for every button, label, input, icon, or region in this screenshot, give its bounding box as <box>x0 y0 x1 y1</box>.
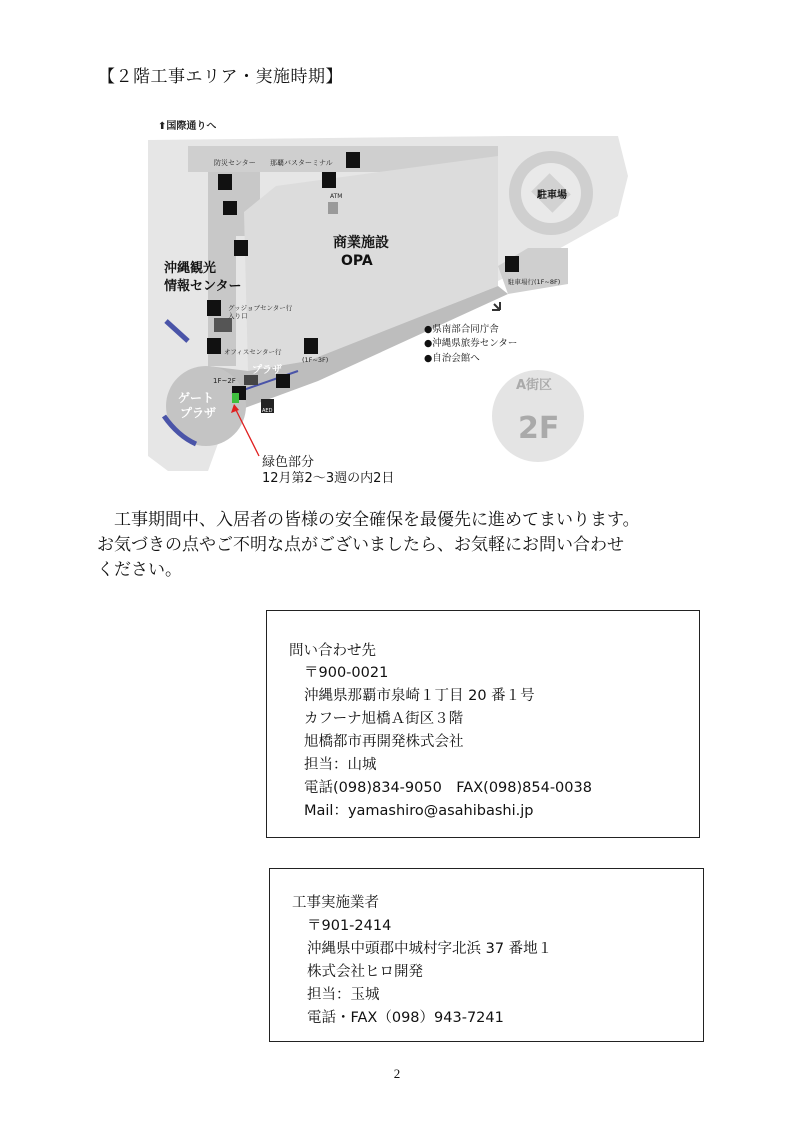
section-title: 【２階工事エリア・実施時期】 <box>98 67 343 87</box>
restroom-icon <box>234 240 248 256</box>
office-label: オフィスセンター行 <box>224 348 282 356</box>
contractor-address: 沖縄県中頭郡中城村字北浜 37 番地１ <box>307 941 553 957</box>
escalator-icon <box>276 374 290 388</box>
contractor-box <box>269 868 704 1042</box>
contractor-heading: 工事実施業者 <box>292 895 379 911</box>
dest-1: ●県南部合同庁舎 <box>424 324 499 335</box>
dest-2: ●沖縄県旅券センター <box>424 338 518 349</box>
elevator-icon <box>304 338 318 354</box>
contact-person: 担当：山城 <box>304 757 377 773</box>
contact-heading: 問い合わせ先 <box>289 643 376 659</box>
body-line: 工事期間中、入居者の皆様の安全確保を最優先に進めてまいります。 <box>114 510 640 530</box>
contractor-person: 担当：玉城 <box>307 987 380 1003</box>
parking-route-label: 駐車場行(1F~8F) <box>508 278 561 286</box>
body-line: お気づきの点やご不明な点がございましたら、お気軽にお問い合わせ <box>97 535 624 555</box>
elevator-icon <box>218 174 232 190</box>
body-line: ください。 <box>97 560 182 580</box>
contractor-postal: 〒901-2414 <box>307 918 392 934</box>
atm-label: ATM <box>330 193 343 200</box>
contact-box <box>266 610 700 838</box>
contact-company: 旭橋都市再開発株式会社 <box>304 734 464 750</box>
goodjob-label-1: グッジョブセンター行 <box>228 304 293 312</box>
page-number: 2 <box>393 1066 401 1081</box>
exit-arrow-icon <box>492 302 500 310</box>
elevator-icon <box>207 338 221 354</box>
work-area <box>232 393 239 403</box>
contact-address: 沖縄県那覇市泉崎１丁目 20 番１号 <box>304 688 535 704</box>
aed-label: AED <box>262 408 273 414</box>
body-text <box>97 508 707 583</box>
gate-label-2: プラザ <box>180 406 217 420</box>
contact-phone: 電話(098)834-9050 FAX(098)854-0038 <box>304 780 592 796</box>
parking-label: 駐車場 <box>537 190 567 201</box>
restroom-icon <box>346 152 360 168</box>
tourism-label-1: 沖縄観光 <box>164 261 217 276</box>
callout-arrow <box>234 406 259 456</box>
contact-building: カフーナ旭橋Ａ街区３階 <box>304 711 464 727</box>
contractor-company: 株式会社ヒロ開発 <box>307 964 423 980</box>
kokusai-label: ⬆国際通りへ <box>158 121 217 132</box>
callout-line-2: 12月第2～3週の内2日 <box>262 471 395 486</box>
plaza-label: プラザ <box>252 365 282 376</box>
shop-label-1: 商業施設 <box>333 235 389 251</box>
goodjob-icon <box>214 318 232 332</box>
contractor-phone: 電話・FAX（098）943-7241 <box>307 1010 504 1026</box>
goodjob-label-2: 入り口 <box>228 312 248 320</box>
contact-mail[interactable]: Mail：yamashiro@asahibashi.jp <box>304 803 534 819</box>
area-label: A街区 <box>516 378 553 393</box>
restroom-icon <box>322 172 336 188</box>
shop-label-2: OPA <box>341 253 373 269</box>
floor-label: 2F <box>518 411 560 446</box>
escalator-icon <box>223 201 237 215</box>
contact-postal: 〒900-0021 <box>304 665 389 681</box>
tourism-label-2: 情報センター <box>164 279 242 294</box>
bus-label: 那覇バスターミナル <box>270 159 333 167</box>
callout-line-1: 緑色部分 <box>262 455 315 470</box>
info-icon <box>244 375 258 385</box>
dest-3: ●自治会館へ <box>424 353 480 364</box>
floor-map <box>148 116 638 492</box>
floor-1f2f-label: 1F~2F <box>213 377 236 385</box>
gate-label-1: ゲート <box>178 391 215 405</box>
elevator-icon <box>505 256 519 272</box>
bosai-label: 防災センター <box>214 159 256 167</box>
atm-icon <box>328 202 338 214</box>
elevator-icon <box>207 300 221 316</box>
floor-1f3f-label: (1F~3F) <box>302 356 329 364</box>
